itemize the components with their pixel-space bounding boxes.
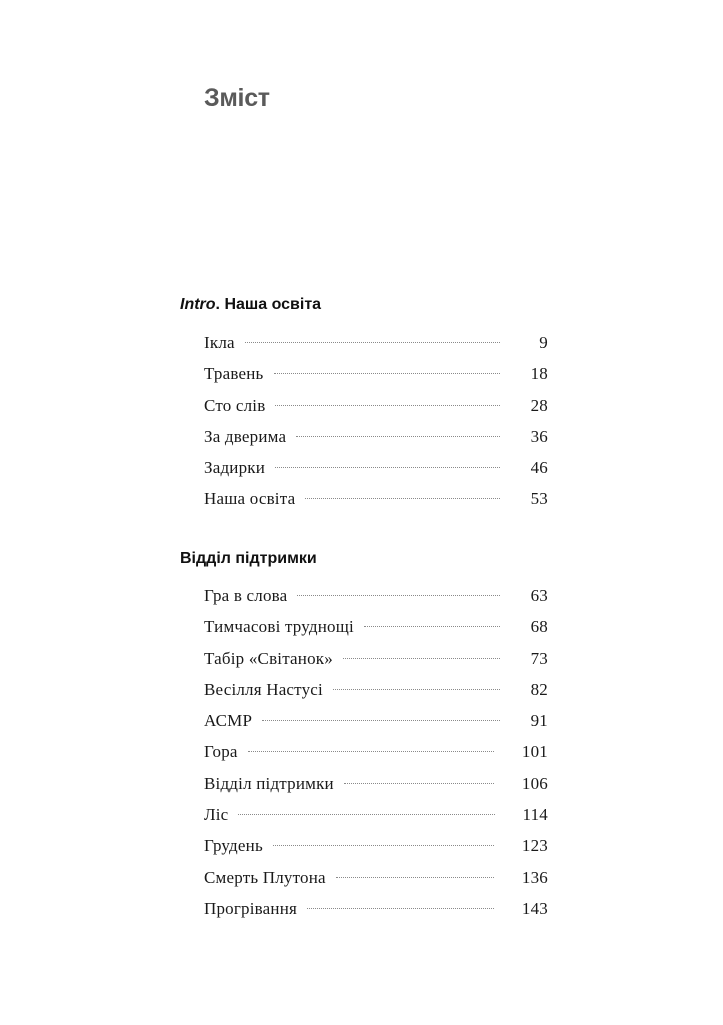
toc-entry[interactable] — [204, 489, 548, 520]
toc-entry-title: Грудень — [204, 836, 263, 856]
toc-entry[interactable] — [204, 333, 548, 364]
toc-entry-page: 73 — [530, 648, 548, 668]
dot-leader — [296, 435, 500, 437]
toc-entry[interactable] — [204, 427, 548, 458]
toc-entry-title: Ліс — [204, 805, 229, 825]
dot-leader — [238, 813, 494, 815]
dot-leader — [274, 372, 500, 374]
dot-leader — [273, 844, 494, 846]
toc-entry-title: Весілля Настусі — [204, 679, 323, 699]
dot-leader — [307, 907, 494, 909]
toc-entry[interactable] — [204, 586, 548, 617]
toc-entry-title: Прогрівання — [204, 898, 298, 918]
toc-entry-title: АСМР — [204, 711, 253, 731]
dot-leader — [245, 341, 500, 343]
dot-leader — [262, 719, 500, 721]
dot-leader — [305, 497, 500, 499]
toc-entry-title: Тимчасові труднощі — [204, 617, 354, 637]
dot-leader — [333, 688, 500, 690]
toc-entry-page: 143 — [521, 898, 548, 918]
toc-entry[interactable] — [204, 458, 548, 489]
dot-leader — [343, 657, 500, 659]
toc-entry-title: Смерть Плутона — [204, 867, 326, 887]
toc-entry-title: За дверима — [204, 426, 287, 446]
toc-entry-title: Травень — [204, 364, 264, 384]
toc-entry[interactable] — [204, 396, 548, 427]
toc-entry-page: 91 — [530, 711, 548, 731]
toc-entry[interactable] — [204, 836, 548, 867]
dot-leader — [275, 466, 500, 468]
toc-entry-page: 136 — [521, 867, 548, 887]
section-heading-rest: . Наша освіта — [215, 296, 322, 313]
toc-entry-page: 18 — [530, 364, 548, 384]
toc-entry-title: Сто слів — [204, 395, 266, 415]
toc-entry-title: Гора — [204, 742, 238, 762]
toc-entry-title: Гра в слова — [204, 586, 288, 605]
toc-entry-page: 53 — [530, 489, 548, 509]
section-heading-support: Відділ підтримки — [180, 550, 317, 567]
toc-entry-title: Відділ підтримки — [204, 773, 334, 793]
toc-entry[interactable] — [204, 868, 548, 899]
toc-entry[interactable] — [204, 680, 548, 711]
toc-list-intro — [204, 333, 548, 521]
toc-entry-page: 114 — [522, 805, 548, 825]
toc-entry-page: 28 — [530, 395, 548, 415]
toc-entry-title: Задирки — [204, 458, 266, 478]
dot-leader — [275, 404, 500, 406]
toc-list-support — [204, 586, 548, 930]
dot-leader — [344, 782, 494, 784]
toc-entry[interactable] — [204, 649, 548, 680]
page-title: Зміст — [204, 84, 270, 112]
toc-entry-page: 46 — [530, 458, 548, 478]
toc-entry-title: Наша освіта — [204, 489, 296, 509]
toc-entry-title: Табір «Світанок» — [204, 648, 333, 668]
toc-entry-page: 106 — [521, 773, 548, 793]
toc-entry-page: 123 — [521, 836, 548, 856]
toc-entry-page: 101 — [521, 742, 548, 762]
dot-leader — [364, 625, 500, 627]
toc-entry[interactable] — [204, 805, 548, 836]
toc-entry-page: 63 — [530, 586, 548, 605]
toc-entry-page: 9 — [539, 333, 548, 352]
section-heading-italic: Intro — [180, 296, 216, 313]
toc-entry-page: 68 — [530, 617, 548, 637]
toc-entry[interactable] — [204, 617, 548, 648]
toc-entry[interactable] — [204, 742, 548, 773]
dot-leader — [336, 876, 494, 878]
toc-entry[interactable] — [204, 774, 548, 805]
toc-entry-page: 82 — [530, 679, 548, 699]
dot-leader — [297, 594, 500, 596]
section-heading-intro — [180, 296, 321, 314]
toc-entry[interactable] — [204, 364, 548, 395]
toc-entry-title: Ікла — [204, 333, 235, 352]
toc-entry[interactable] — [204, 899, 548, 930]
dot-leader — [248, 750, 494, 752]
toc-entry-page: 36 — [530, 426, 548, 446]
toc-entry[interactable] — [204, 711, 548, 742]
